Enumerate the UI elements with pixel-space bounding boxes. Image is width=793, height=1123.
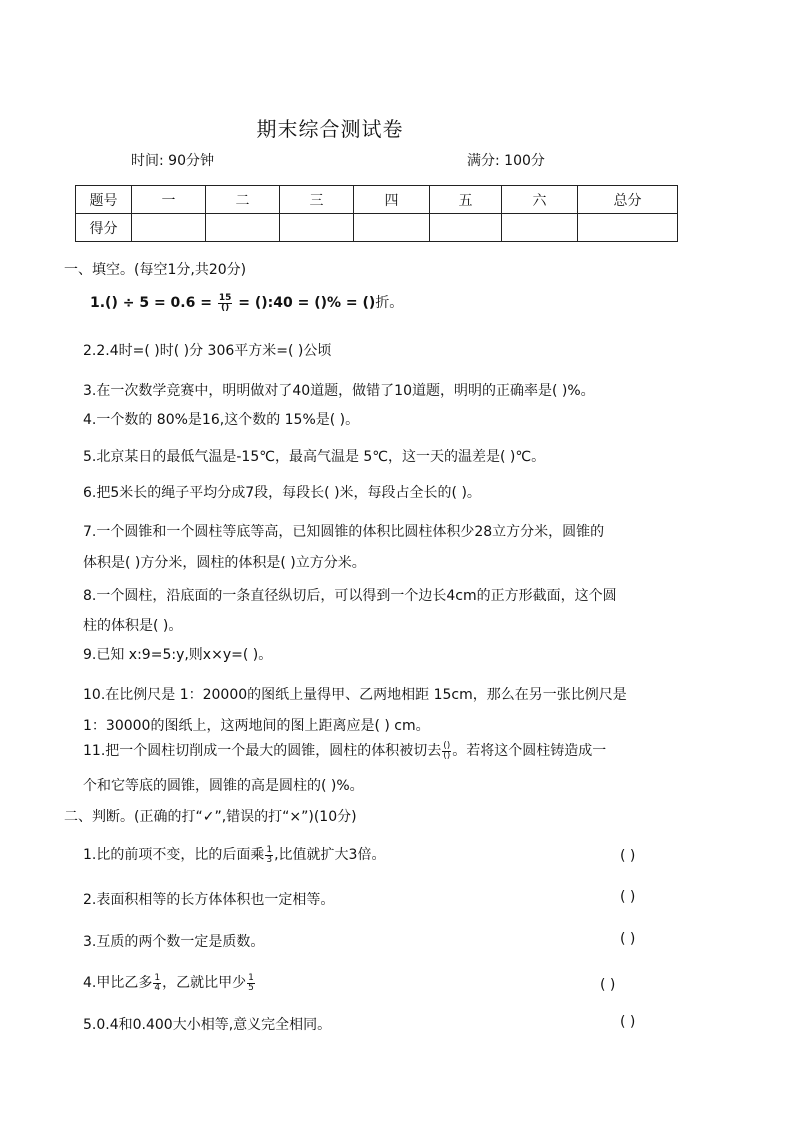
- judge-q4: [83, 972, 256, 993]
- judge-q2: 2.表面积相等的长方体体积也一定相等。: [83, 892, 335, 908]
- judge-q1-part-a: 1.比的前项不变，比的后面乘: [83, 847, 265, 863]
- q10-fill-line2: 1：30000的图纸上，这两地间的图上距离应是( ) cm。: [83, 718, 430, 734]
- exam-title: 期末综合测试卷: [256, 117, 404, 141]
- score-input-cell[interactable]: [206, 214, 280, 242]
- score-table: [75, 185, 678, 242]
- q11-fraction: [442, 742, 451, 761]
- q1-part-c: 折。: [375, 295, 404, 311]
- judge-q1-answer[interactable]: ( ): [620, 848, 636, 864]
- q9-fill: 9.已知 x:9=5:y,则x×y=( )。: [83, 647, 273, 663]
- judge-q3: 3.互质的两个数一定是质数。: [83, 934, 265, 950]
- score-input-cell[interactable]: [280, 214, 354, 242]
- q11-fraction-den: (): [443, 750, 451, 761]
- q10-fill-line1: 10.在比例尺是 1：20000的图纸上量得甲、乙两地相距 15cm，那么在另一张比例尺是: [83, 687, 627, 703]
- score-cell-q4: 四: [354, 186, 430, 214]
- judge-q4-fraction1-num: 1: [154, 972, 161, 983]
- score-input-cell[interactable]: [502, 214, 578, 242]
- score-cell-q1: 一: [132, 186, 206, 214]
- judge-q1-fraction-den: 3: [266, 854, 273, 865]
- q7-fill-line1: 7.一个圆锥和一个圆柱等底等高，已知圆锥的体积比圆柱体积少28立方分米，圆锥的: [83, 524, 605, 540]
- judge-q1-fraction: [265, 846, 273, 865]
- judge-q1: [83, 844, 385, 865]
- score-cell-total: 总分: [578, 186, 678, 214]
- judge-q4-fraction1-den: 4: [154, 982, 161, 993]
- q6-fill: 6.把5米长的绳子平均分成7段，每段长( )米，每段占全长的( )。: [83, 485, 481, 501]
- judge-q4-answer[interactable]: ( ): [600, 977, 616, 993]
- score-cell-q2: 二: [206, 186, 280, 214]
- q1-part-a: 1.() ÷ 5 = 0.6 =: [90, 295, 212, 311]
- score-table-header-row: [76, 186, 678, 214]
- q8-fill-line2: 柱的体积是( )。: [83, 618, 183, 634]
- score-input-cell[interactable]: [354, 214, 430, 242]
- section1-heading: 一、填空。(每空1分,共20分): [64, 262, 247, 278]
- score-cell-q6: 六: [502, 186, 578, 214]
- score-table-score-row: [76, 214, 678, 242]
- q1-fraction: [218, 294, 233, 313]
- q2-fill: 2.2.4时=( )时( )分 306平方米=( )公顷: [83, 343, 332, 359]
- q11-fill-line2: 个和它等底的圆锥，圆锥的高是圆柱的( )%。: [83, 778, 364, 794]
- judge-q5: 5.0.4和0.400大小相等,意义完全相同。: [83, 1017, 332, 1033]
- exam-time: 时间: 90分钟: [131, 153, 214, 169]
- q11-part-b: 。若将这个圆柱铸造成一: [452, 743, 607, 759]
- q11-part-a: 11.把一个圆柱切削成一个最大的圆锥，圆柱的体积被切去: [83, 743, 442, 759]
- judge-q4-fraction2-num: 1: [248, 972, 254, 983]
- score-input-cell[interactable]: [578, 214, 678, 242]
- score-input-cell[interactable]: [132, 214, 206, 242]
- judge-q4-fraction2: [247, 974, 255, 993]
- section2-heading: 二、判断。(正确的打“✓”,错误的打“×”)(10分): [64, 809, 357, 825]
- q1-fill: [90, 292, 403, 313]
- exam-full-score: 满分: 100分: [467, 153, 545, 169]
- q1-fraction-den: (): [220, 302, 230, 313]
- judge-q3-answer[interactable]: ( ): [620, 931, 636, 947]
- score-cell-q5: 五: [430, 186, 502, 214]
- q11-fill-line1: [83, 740, 606, 761]
- judge-q1-fraction-num: 1: [266, 844, 273, 855]
- judge-q4-part-a: 4.甲比乙多: [83, 975, 153, 991]
- judge-q5-answer[interactable]: ( ): [620, 1014, 636, 1030]
- q11-fraction-num: (): [443, 740, 451, 751]
- q5-fill: 5.北京某日的最低气温是-15℃，最高气温是 5℃，这一天的温差是( )℃。: [83, 449, 546, 465]
- judge-q4-fraction1: [153, 974, 161, 993]
- score-cell-q3: 三: [280, 186, 354, 214]
- score-row-label: 得分: [76, 214, 132, 242]
- judge-q1-part-b: ,比值就扩大3倍。: [274, 847, 386, 863]
- q4-fill: 4.一个数的 80%是16,这个数的 15%是( )。: [83, 412, 360, 428]
- score-cell-label: 题号: [76, 186, 132, 214]
- judge-q2-answer[interactable]: ( ): [620, 889, 636, 905]
- q1-part-b: = ():40 = ()% = (): [238, 295, 376, 311]
- judge-q4-part-b: ，乙就比甲少: [162, 975, 247, 991]
- q8-fill-line1: 8.一个圆柱，沿底面的一条直径纵切后，可以得到一个边长4cm的正方形截面，这个圆: [83, 588, 617, 604]
- score-input-cell[interactable]: [430, 214, 502, 242]
- q7-fill-line2: 体积是( )方分米，圆柱的体积是( )立方分米。: [83, 555, 366, 571]
- judge-q4-fraction2-den: 5: [248, 982, 254, 993]
- q1-fraction-num: 15: [218, 292, 232, 303]
- q3-fill: 3.在一次数学竞赛中，明明做对了40道题，做错了10道题，明明的正确率是( )%。: [83, 383, 595, 399]
